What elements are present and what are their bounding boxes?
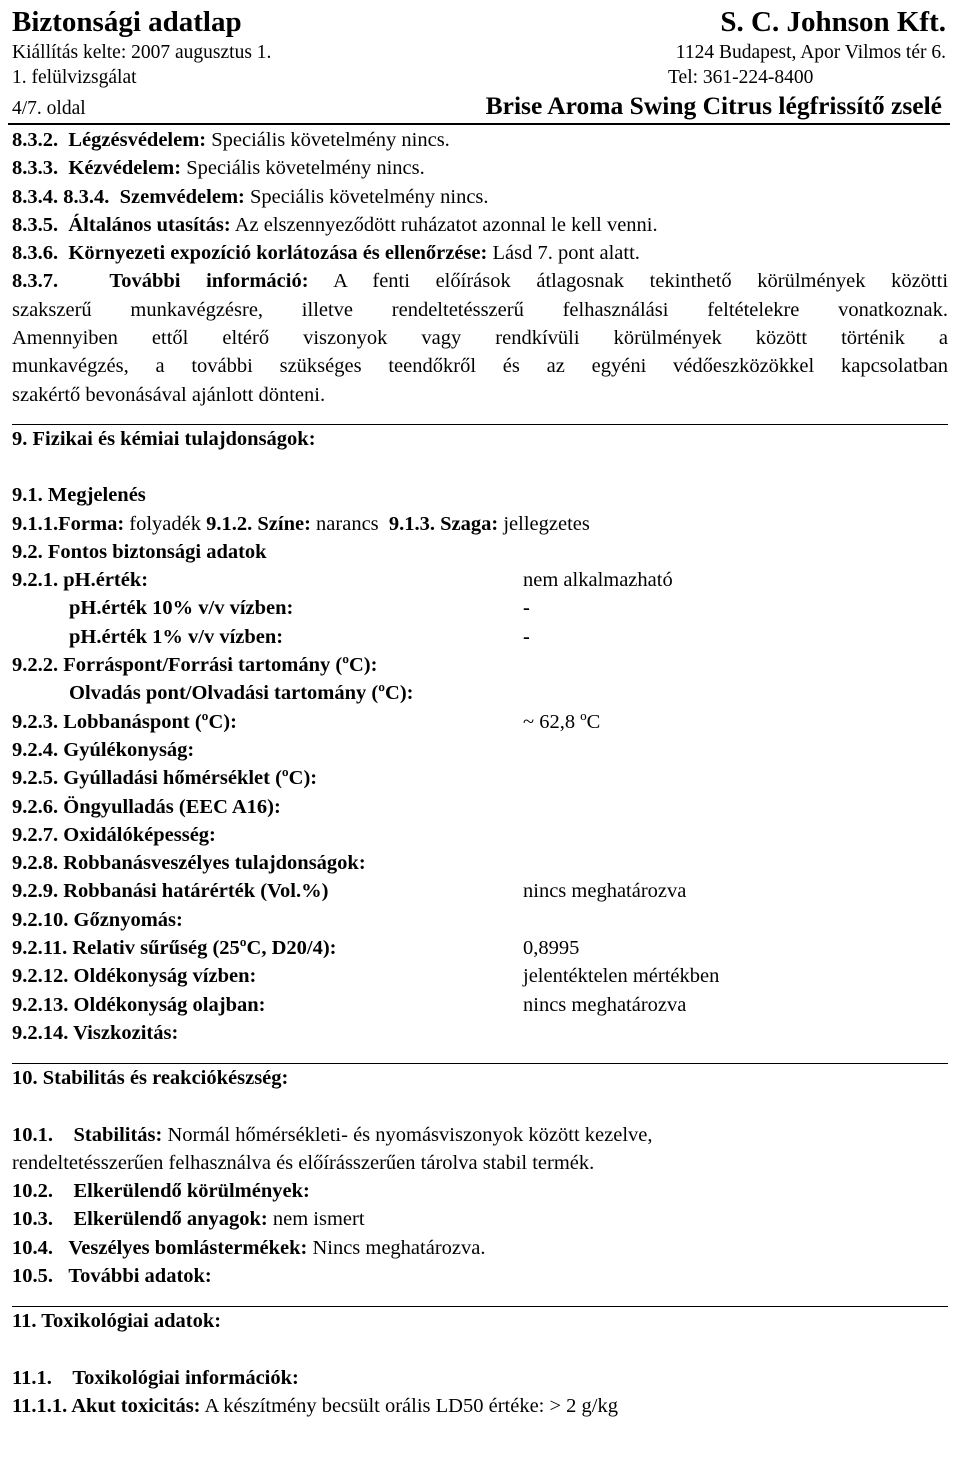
property-row: 9.2.10. Gőznyomás: xyxy=(12,908,183,931)
paragraph-line: rendeltetésszerűen felhasználva és előírásszerűen tárolva stabil termék. xyxy=(12,1151,595,1174)
item-11-1: 11.1. Toxikológiai információk: xyxy=(12,1366,299,1389)
page-header xyxy=(0,0,960,126)
item-8-3-5: 8.3.5. Általános utasítás: Az elszennyeződött ruházatot azonnal le kell venni. xyxy=(12,213,658,236)
item-8-3-6: 8.3.6. Környezeti expozíció korlátozása és ellenőrzése: Lásd 7. pont alatt. xyxy=(12,242,640,265)
product-name: Brise Aroma Swing Citrus légfrissítő zselé xyxy=(485,91,942,120)
item-10-3: 10.3. Elkerülendő anyagok: nem ismert xyxy=(12,1208,365,1231)
company-phone: Tel: 361-224-8400 xyxy=(668,67,814,88)
item-10-1: 10.1. Stabilitás: Normál hőmérsékleti- és nyomásviszonyok között kezelve, xyxy=(12,1123,653,1146)
paragraph-line: munkavégzés, a további szükséges teendőkről és az egyéni védőeszközökkel kapcsolatban xyxy=(12,355,948,378)
item-11-1-1: 11.1.1. Akut toxicitás: A készítmény becsült orális LD50 értéke: > 2 g/kg xyxy=(12,1394,618,1417)
property-row: 9.2.11. Relativ sűrűség (25ºC, D20/4): 0,8995 xyxy=(12,937,580,960)
item-8-3-4: 8.3.4. 8.3.4. Szemvédelem: Speciális követelmény nincs. xyxy=(12,185,489,208)
document-title: Biztonsági adatlap xyxy=(12,6,242,38)
company-address: 1124 Budapest, Apor Vilmos tér 6. xyxy=(675,42,946,63)
document-body xyxy=(12,126,948,1420)
property-row: 9.2.6. Öngyulladás (EEC A16): xyxy=(12,795,281,818)
property-row: pH.érték 1% v/v vízben: - xyxy=(69,625,530,648)
property-row: 9.2.2. Forráspont/Forrási tartomány (ºC): xyxy=(12,654,378,677)
item-8-3-2: 8.3.2. Légzésvédelem: Speciális követelmény nincs. xyxy=(12,129,450,151)
property-row: Olvadás pont/Olvadási tartomány (ºC): xyxy=(69,682,414,705)
property-row: 9.2.4. Gyúlékonyság: xyxy=(12,738,195,761)
property-row: 9.2.12. Oldékonyság vízben: jelentéktelen mértékben xyxy=(12,965,720,988)
issue-date: Kiállítás kelte: 2007 augusztus 1. xyxy=(12,42,272,63)
item-8-3-3: 8.3.3. Kézvédelem: Speciális követelmény nincs. xyxy=(12,157,425,180)
item-8-3-7: 8.3.7. További információ: A fenti előírások átlagosnak tekinthető körülmények közötti xyxy=(12,270,949,293)
paragraph-line: szakszerű munkavégzésre, illetve rendeltetésszerű felhasználási feltételekre vonatkoznak. xyxy=(12,298,948,321)
item-10-4: 10.4. Veszélyes bomlástermékek: Nincs meghatározva. xyxy=(12,1236,486,1259)
item-9-1: 9.1. Megjelenés xyxy=(12,484,146,507)
paragraph-line: Amennyiben ettől eltérő viszonyok vagy rendkívüli körülmények között történik a xyxy=(12,327,948,350)
property-row: 9.2.9. Robbanási határérték (Vol.%) nincs meghatározva xyxy=(12,880,687,903)
item-9-1-1: 9.1.1.Forma: folyadék 9.1.2. Színe: narancs 9.1.3. Szaga: jellegzetes xyxy=(12,512,590,535)
property-row: 9.2.13. Oldékonyság olajban: nincs meghatározva xyxy=(12,993,687,1016)
property-row: 9.2.14. Viszkozitás: xyxy=(12,1021,179,1044)
property-row: 9.2.8. Robbanásveszélyes tulajdonságok: xyxy=(12,852,366,875)
section-11-title: 11. Toxikológiai adatok: xyxy=(12,1310,222,1333)
item-10-2: 10.2. Elkerülendő körülmények: xyxy=(12,1180,310,1203)
paragraph-line: szakértő bevonásával ajánlott dönteni. xyxy=(12,383,326,406)
item-10-5: 10.5. További adatok: xyxy=(12,1264,212,1287)
property-row: 9.2.1. pH.érték: nem alkalmazható xyxy=(12,569,673,592)
property-row: 9.2.5. Gyúlladási hőmérséklet (ºC): xyxy=(12,767,318,790)
property-row: pH.érték 10% v/v vízben: - xyxy=(69,597,530,620)
revision-label: 1. felülvizsgálat xyxy=(12,67,137,88)
property-row: 9.2.7. Oxidálóképesség: xyxy=(12,823,216,846)
header-rule xyxy=(8,123,950,125)
item-9-2: 9.2. Fontos biztonsági adatok xyxy=(12,540,267,563)
page-number: 4/7. oldal xyxy=(12,98,86,119)
section-10-title: 10. Stabilitás és reakciókészség: xyxy=(12,1067,289,1090)
company-name: S. C. Johnson Kft. xyxy=(720,6,946,38)
section-9-title: 9. Fizikai és kémiai tulajdonságok: xyxy=(12,427,316,450)
property-row: 9.2.3. Lobbanáspont (ºC): ~ 62,8 ºC xyxy=(12,710,601,733)
